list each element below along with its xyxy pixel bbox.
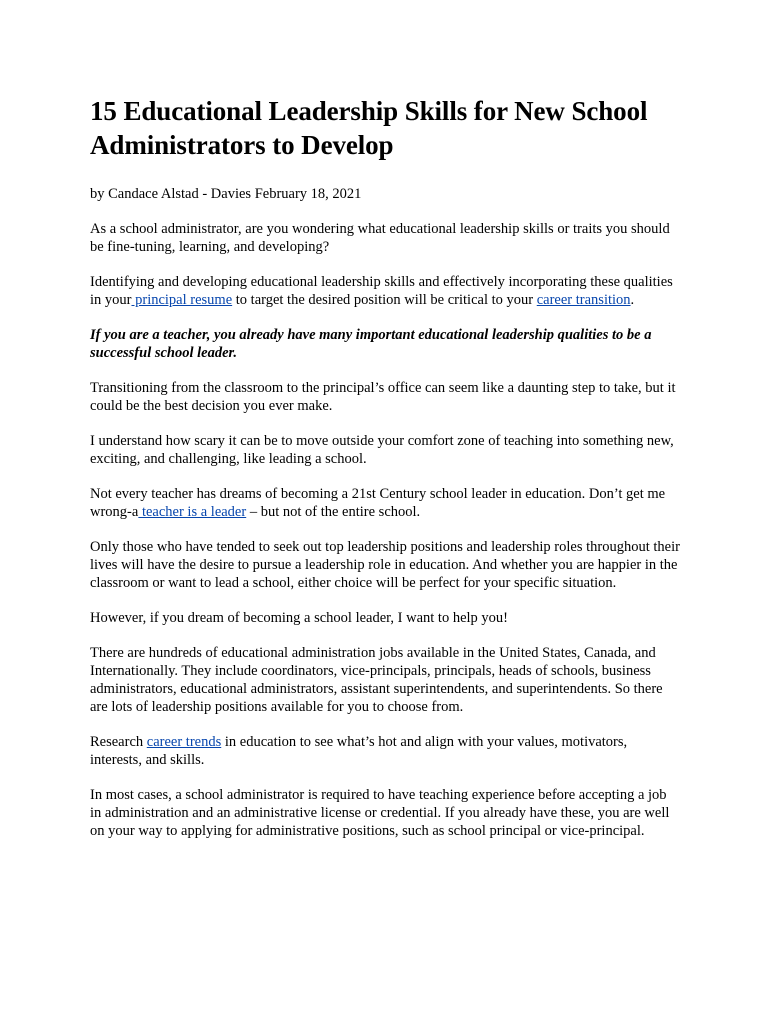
career-transition-link[interactable]: career transition (536, 292, 631, 308)
career-trends-link[interactable]: career trends (146, 734, 222, 750)
paragraph-text: Research (90, 734, 147, 750)
paragraph-intro: As a school administrator, are you wondering what educational leadership skills or traits you should be fine-tuning, learning, and developing? (90, 221, 670, 255)
paragraph-text: – but not of the entire school. (246, 504, 421, 520)
paragraph-teacher-leader (90, 485, 680, 521)
paragraph-career-trends (90, 733, 680, 769)
paragraph-text: Not every teacher has dreams of becoming a 21st Century school leader in education. Don’t get me wrong-a (90, 486, 666, 520)
paragraph-text: . (630, 292, 635, 308)
principal-resume-link[interactable]: principal resume (131, 292, 233, 308)
paragraph-help: However, if you dream of becoming a school leader, I want to help you! (90, 610, 508, 626)
article-title: 15 Educational Leadership Skills for New School Administrators to Develop (90, 96, 648, 160)
teacher-is-a-leader-link[interactable]: teacher is a leader (138, 504, 247, 520)
paragraph-comfort-zone: I understand how scary it can be to move outside your comfort zone of teaching into something new, exciting, and challenging, like leading a school. (90, 433, 674, 467)
paragraph-text: in education to see what’s hot and align with your values, motivators, interests, and skills. (90, 734, 628, 768)
paragraph-leadership-roles: Only those who have tended to seek out top leadership positions and leadership roles throughout their lives will have the desire to pursue a leadership role in education. And whether you are happier in the classroom or want to lead a school, either choice will be perfect for your specific situation. (90, 539, 680, 591)
article-byline: by Candace Alstad - Davies February 18, 2021 (90, 186, 362, 202)
paragraph-requirements: In most cases, a school administrator is required to have teaching experience before accepting a job in administration and an administrative license or credential. If you already have these, you are well on your way to applying for administrative positions, such as school principal or vice-principal. (90, 787, 670, 839)
paragraph-emphasis: If you are a teacher, you already have many important educational leadership qualities to be a successful school leader. (90, 327, 652, 361)
paragraph-text: to target the desired position will be critical to your (232, 292, 537, 308)
paragraph-jobs: There are hundreds of educational administration jobs available in the United States, Canada, and Internationally. They include coordinators, vice-principals, principals, heads of schools, business administrators, educational administrators, assistant superintendents, and superintendents. So there are lots of leadership positions available for you to choose from. (90, 645, 663, 715)
paragraph-text: Identifying and developing educational leadership skills and effectively incorporating these qualities in your (90, 274, 673, 308)
paragraph-resume (90, 273, 680, 309)
article (90, 94, 680, 840)
paragraph-transition: Transitioning from the classroom to the principal’s office can seem like a daunting step to take, but it could be the best decision you ever make. (90, 380, 676, 414)
